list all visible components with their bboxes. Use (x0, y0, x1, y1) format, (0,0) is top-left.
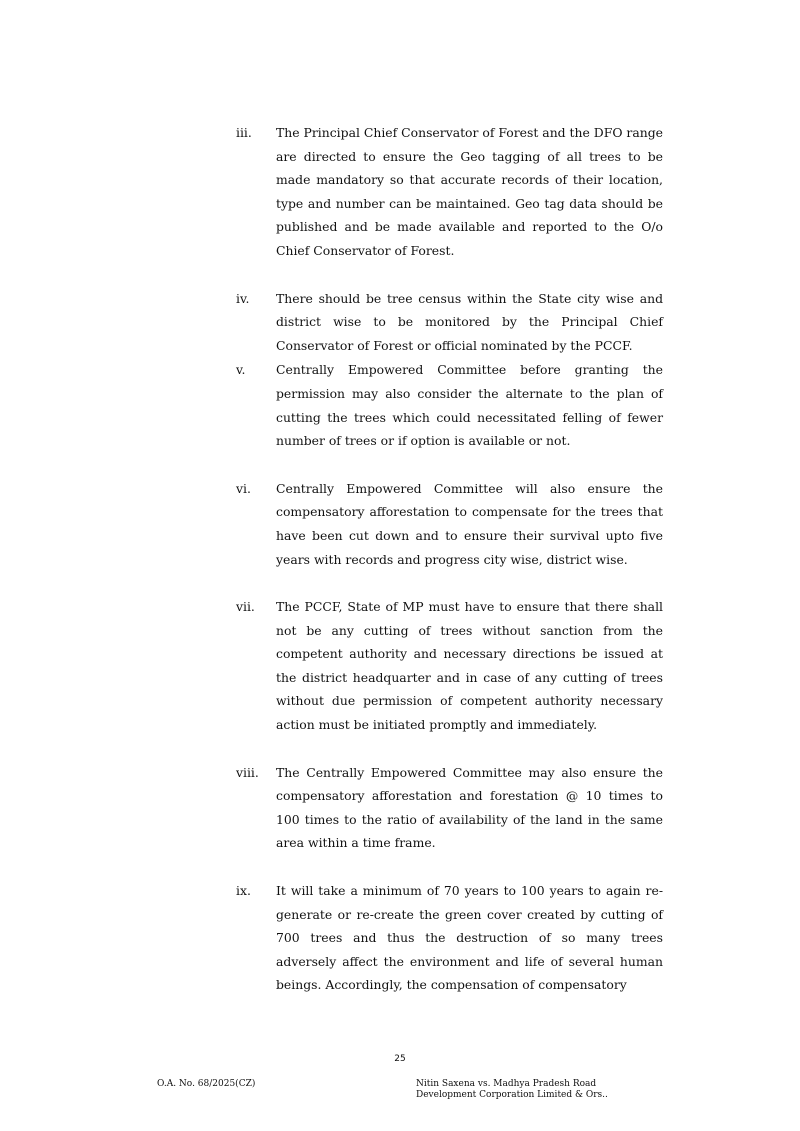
item-text: The Centrally Empowered Committee may also ensure the compensatory afforestation and forestation @ 10 times to 100 times to the ratio of availability of the land in the same area within a time frame. (276, 764, 663, 851)
footer-case-title-line2: Development Corporation Limited & Ors.. (416, 1090, 608, 1100)
item-text: Centrally Empowered Committee before granting the permission may also consider the alternate to the plan of cutting the trees which could necessitated felling of fewer number of trees or if option is available or not. (276, 362, 663, 449)
list-item-vii (236, 595, 663, 737)
item-text: It will take a minimum of 70 years to 100 years to again re-generate or re-create the green cover created by cutting of 700 trees and thus the destruction of so many trees adversely affect the environment and life of several human beings. Accordingly, the compensation of compensatory (276, 883, 663, 993)
footer-case-title-line1: Nitin Saxena vs. Madhya Pradesh Road (416, 1079, 597, 1089)
page-number: 25 (394, 1054, 406, 1064)
item-text: There should be tree census within the State city wise and district wise to be monitored by the Principal Chief Conservator of Forest or official nominated by the PCCF. (276, 290, 663, 353)
list-item-ix (236, 879, 663, 997)
item-text: The PCCF, State of MP must have to ensure that there shall not be any cutting of trees without sanction from the competent authority and necessary directions be issued at the district headquarter and in case of any cutting of trees without due permission of competent authority necessary action must be initiated promptly and immediately. (276, 599, 663, 733)
footer-case-number: O.A. No. 68/2025(CZ) (157, 1079, 256, 1089)
document-body (236, 121, 663, 1021)
item-text: The Principal Chief Conservator of Forest and the DFO range are directed to ensure the Geo tagging of all trees to be made mandatory so that accurate records of their location, type and number can be maintained. Geo tag data should be published and be made available and reported to the O/o Chief Conservator of Forest. (276, 125, 663, 258)
item-numeral: iii. (236, 125, 252, 140)
list-item-iv (236, 287, 663, 358)
item-numeral: iv. (236, 290, 250, 306)
item-numeral: vi. (236, 480, 251, 496)
item-numeral: viii. (236, 764, 259, 780)
item-numeral: vii. (236, 599, 255, 615)
list-item-vi (236, 477, 663, 571)
footer-case-title (416, 1079, 608, 1101)
list-item-viii (236, 761, 663, 855)
item-numeral: v. (236, 362, 246, 378)
item-numeral: ix. (236, 883, 251, 899)
list-item-iii (236, 121, 663, 263)
list-item-v (236, 358, 663, 452)
item-text: Centrally Empowered Committee will also ensure the compensatory afforestation to compensate for the trees that have been cut down and to ensure their survival upto five years with records and progress city wise, district wise. (276, 480, 663, 567)
